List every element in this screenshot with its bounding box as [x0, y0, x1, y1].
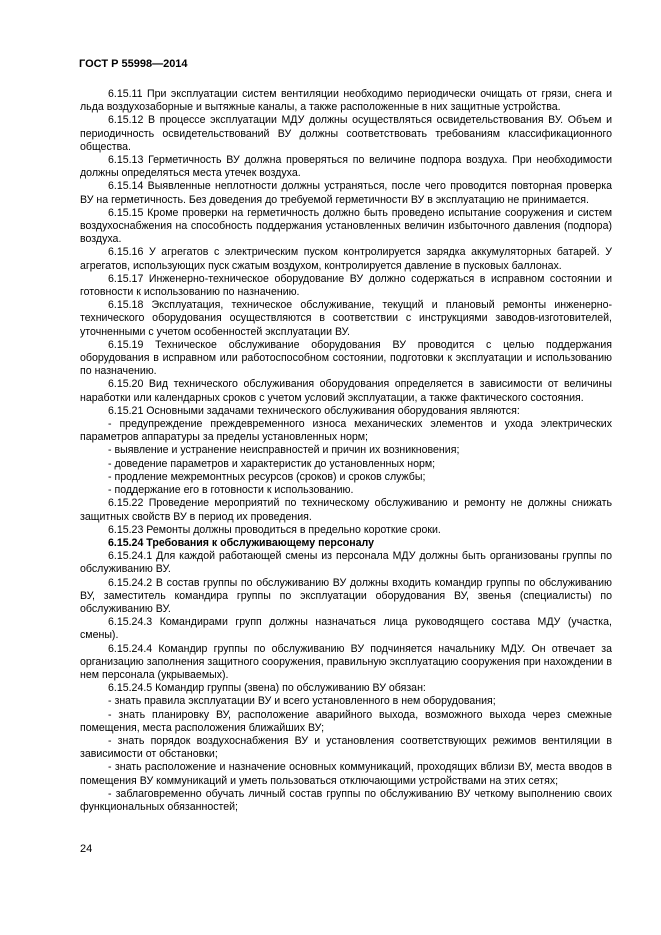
paragraph-6-15-14: 6.15.14 Выявленные неплотности должны устраняться, после чего проводится повторная проверка ВУ на герметичность. Без доведения до требуемой герметичности ВУ в эксплуатацию не принимается.	[80, 180, 612, 206]
page-number: 24	[80, 843, 93, 855]
paragraph-6-15-24-4: 6.15.24.4 Командир группы по обслуживанию ВУ подчиняется начальнику МДУ. Он отвечает за организацию заполнения защитного сооружения, правильную эксплуатацию сооружения при нахождении в нем персонала (укрываемых).	[80, 642, 612, 681]
paragraph-6-15-13: 6.15.13 Герметичность ВУ должна проверяться по величине подпора воздуха. При необходимости должны определяться места утечек воздуха.	[80, 154, 612, 180]
list-item: - поддержание его в готовности к использованию.	[108, 484, 354, 497]
paragraph-6-15-20: 6.15.20 Вид технического обслуживания оборудования определяется в зависимости от величины наработки или календарных сроков с учетом условий эксплуатации, а также фактического состояния.	[80, 378, 612, 404]
paragraph-6-15-22: 6.15.22 Проведение мероприятий по техническому обслуживанию и ремонту не должны снижать защитных свойств ВУ в период их проведения.	[80, 497, 612, 523]
paragraph-6-15-17: 6.15.17 Инженерно-техническое оборудование ВУ должно содержаться в исправном состоянии и готовности к использованию по назначению.	[80, 272, 612, 299]
paragraph-6-15-24-5: 6.15.24.5 Командир группы (звена) по обслуживанию ВУ обязан:	[108, 682, 426, 695]
paragraph-6-15-24-1: 6.15.24.1 Для каждой работающей смены из персонала МДУ должны быть организованы группы по обслуживанию ВУ.	[80, 550, 612, 576]
paragraph-6-15-21: 6.15.21 Основными задачами технического обслуживания оборудования являются:	[108, 404, 520, 417]
paragraph-6-15-23: 6.15.23 Ремонты должны проводиться в предельно короткие сроки.	[108, 523, 441, 536]
list-item: - знать расположение и назначение основных коммуникаций, проходящих вблизи ВУ, места вводов в помещения ВУ коммуникаций и уметь пользоваться отключающими устройствами на этих сетях;	[80, 761, 612, 787]
document-header: ГОСТ Р 55998—2014	[79, 58, 188, 70]
paragraph-6-15-15: 6.15.15 Кроме проверки на герметичность должно быть проведено испытание сооружения и систем воздухоснабжения на способность поддержания установленных величин избыточного давления (подпора) воздуха.	[80, 206, 612, 246]
paragraph-6-15-24-3: 6.15.24.3 Командирами групп должны назначаться лица руководящего состава МДУ (участка, смены).	[80, 616, 612, 642]
section-heading-6-15-24: 6.15.24 Требования к обслуживающему персоналу	[108, 536, 374, 549]
paragraph-6-15-24-2: 6.15.24.2 В состав группы по обслуживанию ВУ должны входить командир группы по обслуживанию ВУ, заместитель командира группы по эксплуатации оборудования ВУ, звенья (специалисты) по обслуживанию ВУ.	[80, 576, 612, 615]
list-item: - доведение параметров и характеристик до установленных норм;	[108, 457, 436, 470]
paragraph-6-15-18: 6.15.18 Эксплуатация, техническое обслуживание, текущий и плановый ремонты инженерно-технического оборудования осуществляются в соответствии с инструкциями заводов-изготовителей, уточненными с учетом особенностей эксплуатации ВУ.	[80, 299, 612, 338]
document-body	[80, 88, 612, 814]
paragraph-6-15-16: 6.15.16 У агрегатов с электрическим пуском контролируется зарядка аккумуляторных батарей. У агрегатов, использующих пуск сжатым воздухом, контролируется давление в пусковых баллонах.	[80, 246, 612, 272]
paragraph-6-15-11: 6.15.11 При эксплуатации систем вентиляции необходимо периодически очищать от грязи, снега и льда воздухозаборные и вытяжные каналы, а также расположенные в них защитные устройства.	[80, 88, 612, 114]
paragraph-6-15-19: 6.15.19 Техническое обслуживание оборудования ВУ проводится с целью поддержания оборудования в исправном или работоспособном состоянии, подготовки к эксплуатации и использованию по назначению.	[80, 338, 612, 378]
list-item: - заблаговременно обучать личный состав группы по обслуживанию ВУ четкому выполнению своих функциональных обязанностей;	[80, 787, 612, 813]
list-item: - предупреждение преждевременного износа механических элементов и ухода электрических параметров аппаратуры за пределы установленных норм;	[80, 418, 612, 444]
list-item: - знать правила эксплуатации ВУ и всего установленного в нем оборудования;	[108, 695, 496, 708]
paragraph-6-15-12: 6.15.12 В процессе эксплуатации МДУ должны осуществляться освидетельствования ВУ. Объем и периодичность освидетельствований ВУ должны соответствовать требованиям классификационного общества.	[80, 114, 612, 153]
list-item: - знать планировку ВУ, расположение аварийного выхода, возможного выхода через смежные помещения, места расположения ближайших ВУ;	[80, 708, 612, 734]
list-item: - выявление и устранение неисправностей и причин их возникновения;	[108, 444, 460, 457]
list-item: - продление межремонтных ресурсов (сроков) и сроков службы;	[108, 470, 426, 483]
list-item: - знать порядок воздухоснабжения ВУ и установления соответствующих режимов вентиляции в зависимости от обстановки;	[80, 734, 612, 761]
